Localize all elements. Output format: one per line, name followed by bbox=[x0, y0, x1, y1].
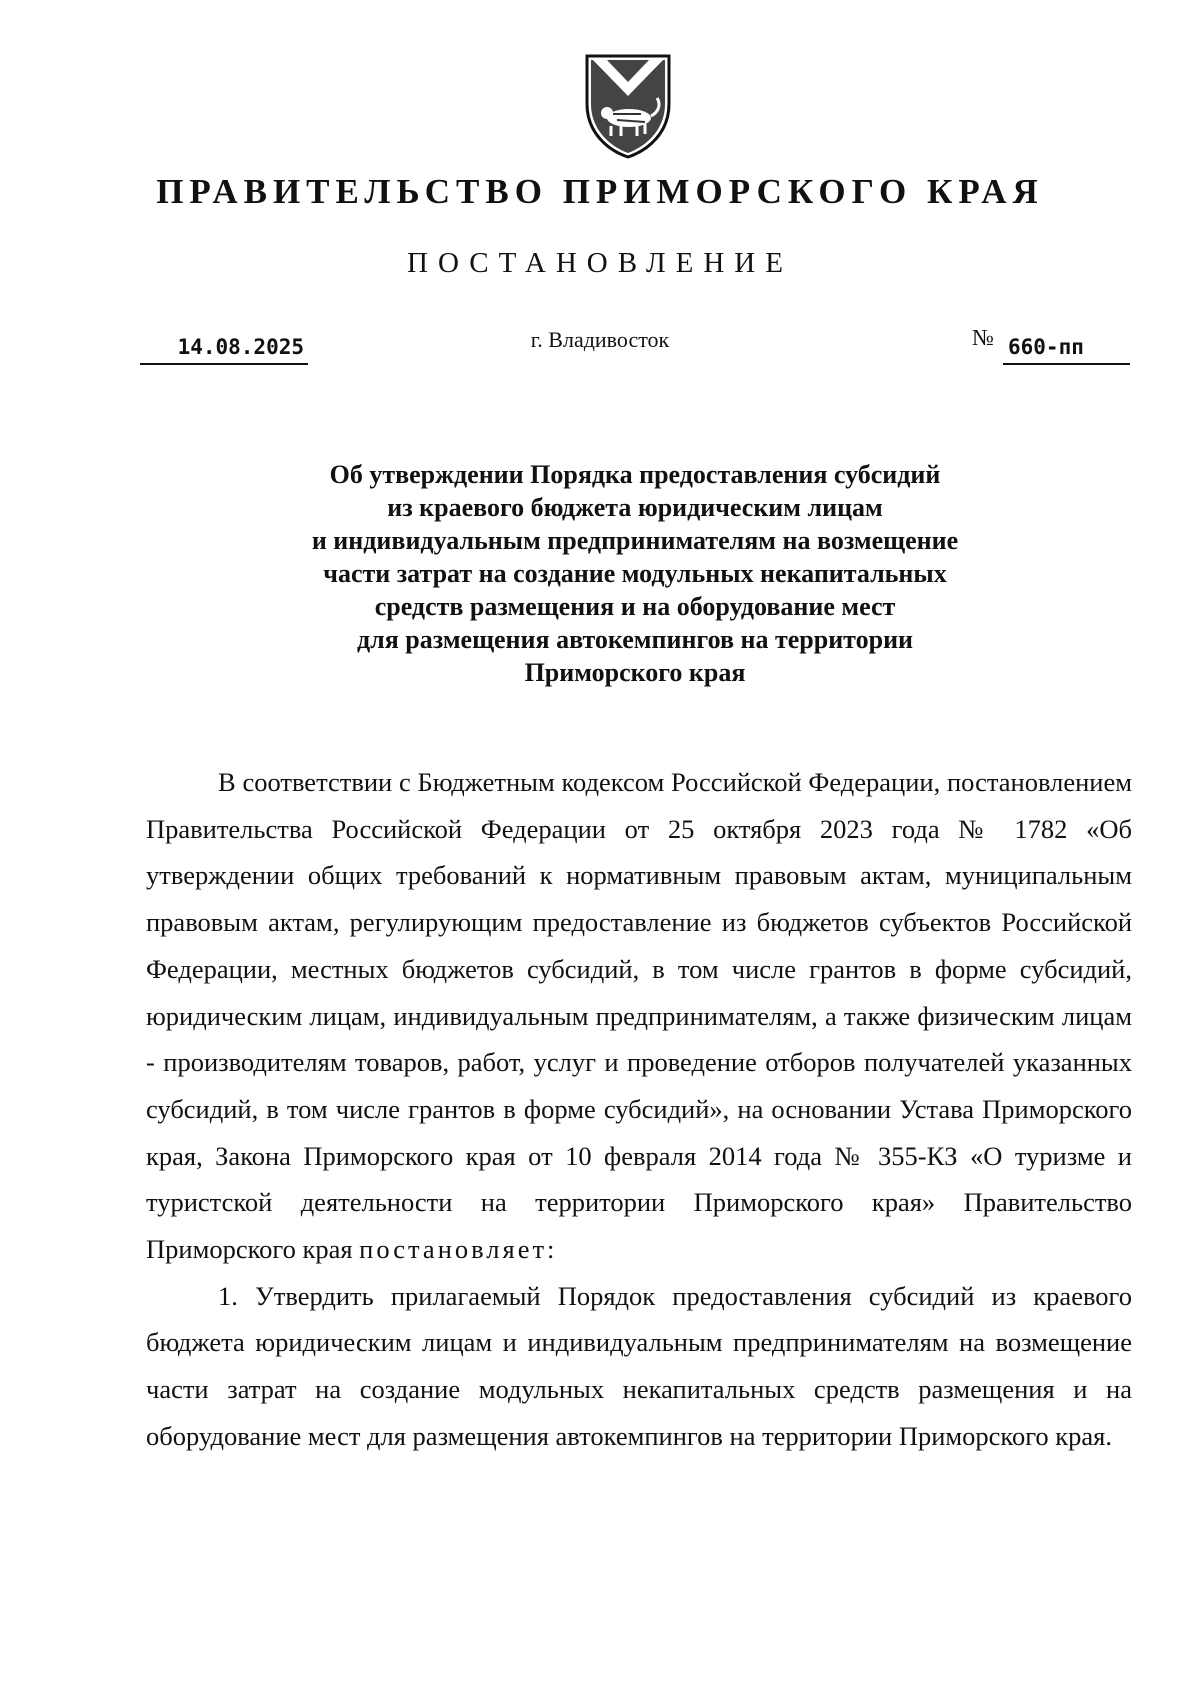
subject-line: Об утверждении Порядка предоставления субсидий bbox=[329, 460, 941, 489]
decree-colon: : bbox=[547, 1234, 555, 1265]
government-title: ПРАВИТЕЛЬСТВО ПРИМОРСКОГО КРАЯ bbox=[156, 172, 1044, 211]
document-body bbox=[146, 759, 1132, 1460]
decree-word: постановляет bbox=[359, 1234, 548, 1265]
number-sign: № bbox=[972, 325, 994, 350]
preamble-paragraph bbox=[146, 759, 1132, 1273]
subject-line: части затрат на создание модульных некапитальных bbox=[323, 559, 947, 588]
primorye-coat-of-arms-icon bbox=[583, 52, 673, 160]
preamble-text: В соответствии с Бюджетным кодексом Российской Федерации, постановлением Правительства Российской Федерации от 25 октября 2023 года № 1782 «Об утверждении общих требований к нормативным правовым актам, муниципальным правовым актам, регулирующим предоставление из бюджетов субъектов Российской Федерации, местных бюджетов субсидий, в том числе грантов в форме субсидий, юридическим лицам, индивидуальным предпринимателям, а также физическим лицам - производителям товаров, работ, услуг и проведение отборов получателей указанных субсидий, в том числе грантов в форме субсидий», на основании Устава Приморского края, Закона Приморского края от 10 февраля 2014 года № 355-КЗ «О туризме и туристской деятельности на территории Приморского края» Правительство Приморского края bbox=[146, 767, 1132, 1265]
document-type: ПОСТАНОВЛЕНИЕ bbox=[407, 247, 793, 279]
subject-line: из краевого бюджета юридическим лицам bbox=[387, 493, 883, 522]
subject-line: для размещения автокемпингов на территории bbox=[356, 625, 914, 654]
document-subject bbox=[140, 458, 1130, 689]
document-city: г. Владивосток bbox=[530, 327, 670, 352]
subject-line: средств размещения и на оборудование мест bbox=[374, 592, 896, 621]
subject-line: Приморского края bbox=[524, 658, 746, 687]
clause-1: 1. Утвердить прилагаемый Порядок предоставления субсидий из краевого бюджета юридическим лицам и индивидуальным предпринимателям на возмещение части затрат на создание модульных некапитальных средств размещения и на оборудование мест для размещения автокемпингов на территории Приморского края. bbox=[146, 1280, 1132, 1451]
document-number: 660-пп bbox=[1003, 335, 1130, 365]
document-date: 14.08.2025 bbox=[140, 335, 308, 365]
subject-line: и индивидуальным предпринимателям на возмещение bbox=[311, 526, 959, 555]
